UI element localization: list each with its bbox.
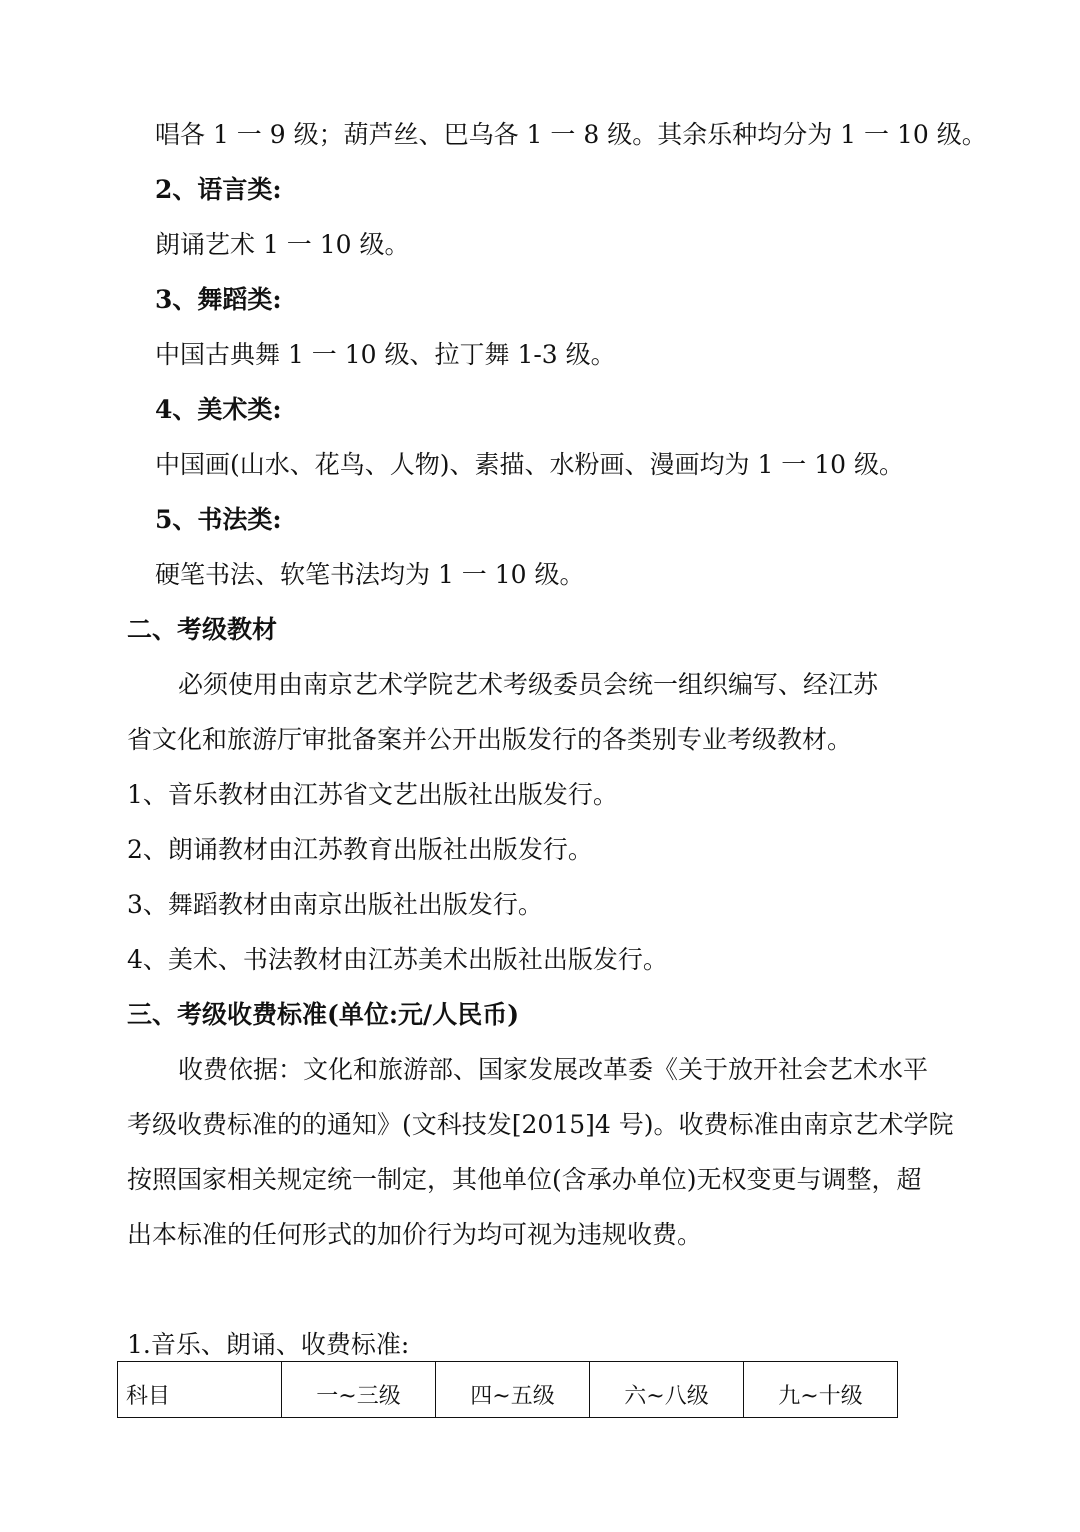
fee-basis-line-2: 考级收费标准的的通知》(文科技发[2015]4 号)。收费标准由南京艺术学院 [127,1110,954,1139]
table-row [118,1362,898,1418]
dance-line: 中国古典舞 1 一 10 级、拉丁舞 1-3 级。 [155,340,616,369]
calligraphy-line: 硬笔书法、软笔书法均为 1 一 10 级。 [155,560,585,589]
music-grades-line: 唱各 1 一 9 级；葫芦丝、巴乌各 1 一 8 级。其余乐种均分为 1 一 10 级。 [155,120,987,149]
language-line: 朗诵艺术 1 一 10 级。 [155,230,410,259]
table-header-cell: 六~八级 [590,1362,744,1418]
section-2-para-line-1: 必须使用由南京艺术学院艺术考级委员会统一组织编写、经江苏 [178,670,879,699]
fee-basis-line-3: 按照国家相关规定统一制定，其他单位(含承办单位)无权变更与调整，超 [127,1165,922,1194]
textbook-item: 4、美术、书法教材由江苏美术出版社出版发行。 [127,945,668,974]
textbook-item: 1、音乐教材由江苏省文艺出版社出版发行。 [127,780,618,809]
table-header-cell: 一~三级 [282,1362,436,1418]
fee-basis-line-4: 出本标准的任何形式的加价行为均可视为违规收费。 [127,1220,703,1249]
table-header-cell: 科目 [118,1362,282,1418]
textbook-item: 2、朗诵教材由江苏教育出版社出版发行。 [127,835,593,864]
section-3-title: 三、考级收费标准(单位:元/人民币) [127,1000,520,1029]
calligraphy-heading: 5、书法类: [155,505,282,534]
fee-basis-line-1: 收费依据：文化和旅游部、国家发展改革委《关于放开社会艺术水平 [178,1055,929,1084]
section-2-para-line-2: 省文化和旅游厅审批备案并公开出版发行的各类别专业考级教材。 [127,725,853,754]
fee-table [117,1361,898,1418]
dance-heading: 3、舞蹈类: [155,285,282,314]
art-heading: 4、美术类: [155,395,282,424]
table-header-cell: 四~五级 [436,1362,590,1418]
textbook-item: 3、舞蹈教材由南京出版社出版发行。 [127,890,543,919]
table-header-cell: 九~十级 [744,1362,898,1418]
language-heading: 2、语言类: [155,175,282,204]
section-2-title: 二、考级教材 [127,615,278,644]
music-fee-subtitle: 1.音乐、朗诵、收费标准: [127,1330,410,1359]
art-line: 中国画(山水、花鸟、人物)、素描、水粉画、漫画均为 1 一 10 级。 [155,450,905,479]
